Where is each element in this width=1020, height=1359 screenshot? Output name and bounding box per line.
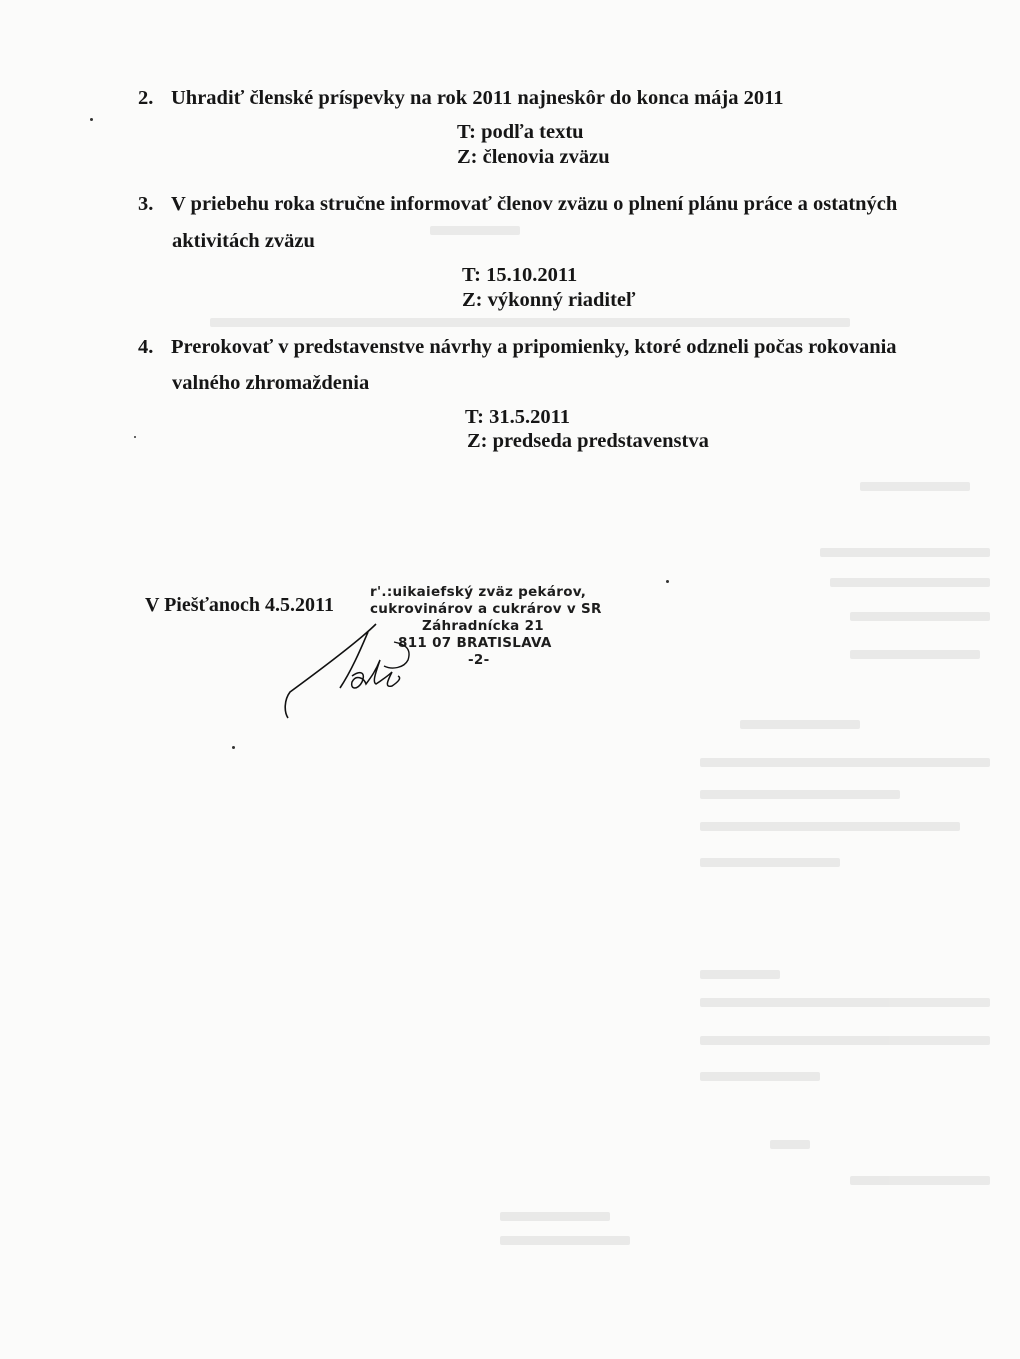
item-2-deadline: T: podľa textu: [457, 121, 584, 143]
scan-speck: [666, 580, 669, 583]
place-and-date: V Piešťanoch 4.5.2011: [145, 594, 334, 616]
item-number: 4.: [138, 336, 154, 358]
stamp-line-3: Záhradnícka 21: [422, 618, 544, 634]
item-number: 3.: [138, 193, 154, 215]
scan-speck: [232, 746, 235, 749]
resolution-item-4: [138, 335, 897, 359]
item-text: Uhradiť členské príspevky na rok 2011 najneskôr do konca mája 2011: [171, 87, 784, 109]
item-3-text-continued: aktivitách zväzu: [172, 230, 315, 252]
stamp-line-4: 811 07 BRATISLAVA: [398, 635, 552, 651]
item-4-text-continued: valného zhromaždenia: [172, 372, 370, 394]
handwritten-signature: [280, 620, 460, 720]
item-3-responsible: Z: výkonný riaditeľ: [462, 289, 636, 311]
scan-speck: [90, 118, 93, 121]
item-2-responsible: Z: členovia zväzu: [457, 146, 610, 168]
resolution-item-2: [138, 86, 784, 110]
stamp-line-2: cukrovinárov a cukrárov v SR: [370, 601, 602, 617]
page-number: -2-: [468, 652, 490, 668]
item-4-responsible: Z: predseda predstavenstva: [467, 430, 709, 452]
item-text: Prerokovať v predstavenstve návrhy a pripomienky, ktoré odzneli počas rokovania: [171, 336, 897, 358]
resolution-item-3: [138, 192, 897, 216]
stamp-line-1: r'.:uikaiefský zväz pekárov,: [370, 584, 587, 600]
item-number: 2.: [138, 87, 154, 109]
scan-speck: [134, 436, 136, 438]
item-3-deadline: T: 15.10.2011: [462, 264, 578, 286]
item-text: V priebehu roka stručne informovať členov zväzu o plnení plánu práce a ostatných: [171, 193, 898, 215]
item-4-deadline: T: 31.5.2011: [465, 406, 570, 428]
